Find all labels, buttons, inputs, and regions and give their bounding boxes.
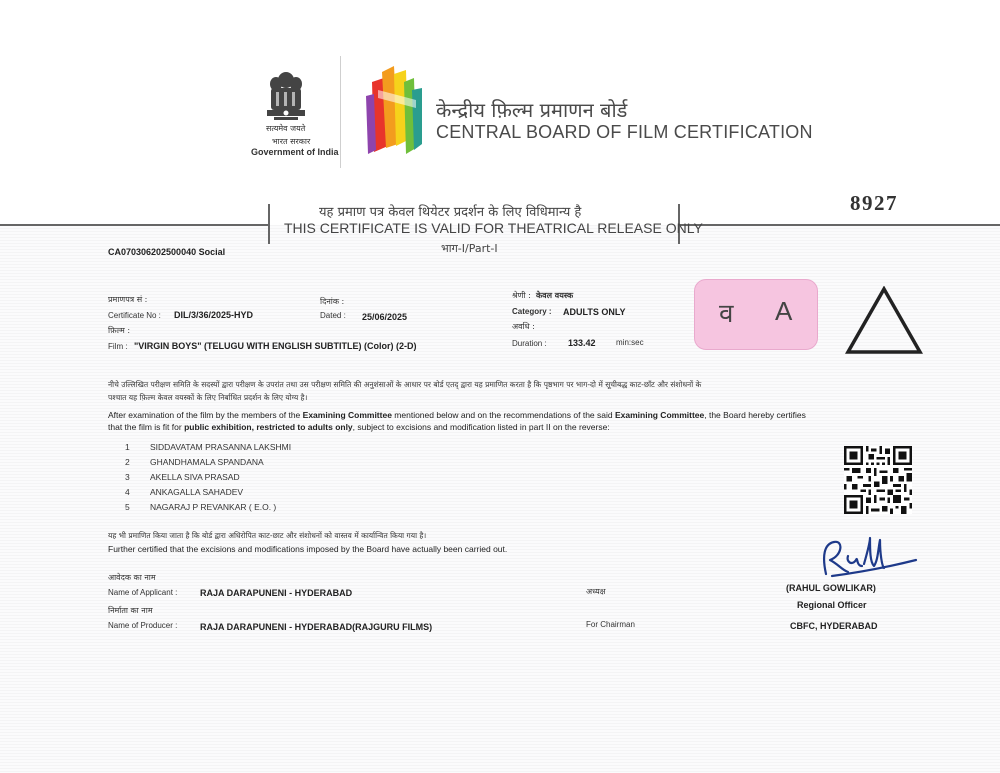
emblem-motto: सत्यमेव जयते [266, 124, 306, 133]
category-value: ADULTS ONLY [563, 307, 626, 317]
board-name-english: CENTRAL BOARD OF FILM CERTIFICATION [436, 122, 813, 142]
film-label-hindi: फ़िल्म : [108, 326, 131, 335]
film-label: Film : [108, 342, 128, 351]
qr-code-icon[interactable] [844, 446, 912, 514]
chairman-hindi: अध्यक्ष [586, 587, 606, 596]
producer-label: Name of Producer : [108, 621, 178, 630]
category-label-hindi: श्रेणी : [512, 291, 531, 300]
banner-line-right [678, 224, 1000, 226]
film-title: "VIRGIN BOYS" (TELUGU WITH ENGLISH SUBTITLE) (Color) (2-D) [134, 341, 417, 351]
category-value-hindi: केवल वयस्क [536, 291, 574, 300]
member-name: ANKAGALLA SAHADEV [150, 487, 244, 497]
part-label: भाग-I/Part-I [441, 242, 498, 255]
producer-value: RAJA DARAPUNENI - HYDERABAD(RAJGURU FILMS) [200, 622, 433, 632]
government-of-india: Government of India [251, 147, 339, 157]
for-chairman: For Chairman [586, 620, 635, 629]
rating-english: A [775, 296, 793, 326]
officer-title: Regional Officer [797, 600, 867, 610]
adult-triangle-icon [845, 286, 923, 356]
duration-value: 133.42 [568, 338, 596, 348]
member-number: 4 [125, 487, 130, 497]
rating-hindi: व [719, 299, 734, 329]
further-english: Further certified that the excisions and modifications imposed by the Board have actually been carried out. [108, 544, 508, 554]
cbfc-logo-icon [364, 60, 428, 160]
date-label: Dated : [320, 311, 346, 320]
member-number: 3 [125, 472, 130, 482]
validity-hindi: यह प्रमाण पत्र केवल थियेटर प्रदर्शन के लिए विधिमान्य है [319, 205, 582, 220]
duration-unit: min:sec [616, 338, 644, 347]
member-name: NAGARAJ P REVANKAR ( E.O. ) [150, 502, 277, 512]
officer-office: CBFC, HYDERABAD [790, 621, 878, 631]
date-value: 25/06/2025 [362, 312, 408, 322]
officer-name: (RAHUL GOWLIKAR) [786, 583, 876, 593]
government-hindi: भारत सरकार [272, 137, 311, 146]
member-number: 1 [125, 442, 130, 452]
applicant-label-hindi: आवेदक का नाम [108, 573, 156, 582]
cert-no-label: Certificate No : [108, 311, 161, 320]
duration-label: Duration : [512, 339, 547, 348]
reference-number: CA070306202500040 Social [108, 247, 226, 257]
cert-no-label-hindi: प्रमाणपत्र सं : [108, 295, 148, 304]
applicant-value: RAJA DARAPUNENI - HYDERABAD [200, 588, 353, 598]
applicant-label: Name of Applicant : [108, 588, 178, 597]
header-divider [340, 56, 341, 168]
producer-label-hindi: निर्माता का नाम [108, 606, 153, 615]
duration-label-hindi: अवधि : [512, 322, 535, 331]
rating-badge [694, 279, 818, 350]
banner-bracket-left [268, 204, 270, 244]
member-number: 5 [125, 502, 130, 512]
serial-number: 8927 [850, 191, 898, 215]
category-label: Category : [512, 307, 552, 316]
body-hindi-line-1: नीचे उल्लिखित परीक्षण समिति के सदस्यों द्वारा परीक्षण के उपरांत तथा उस परीक्षण समिति की अनुशंसाओं के आधार पर बोर्ड एतद् द्वारा यह प्रमाणित करता है कि पृष्ठभाग पर भाग-दो में सूचीबद्ध काट-छाँट और संशोधनों के [108, 380, 702, 389]
member-name: GHANDHAMALA SPANDANA [150, 457, 264, 467]
body-english-line-2: that the film is fit for public exhibition, restricted to adults only, subject to excisions and modification listed in part II on the reverse: [108, 422, 610, 432]
signature-image [812, 526, 922, 588]
banner-line-left [0, 224, 270, 226]
board-name-hindi: केन्द्रीय फ़िल्म प्रमाणन बोर्ड [436, 98, 628, 122]
body-english-line-1: After examination of the film by the members of the Examining Committee mentioned below and on the recommendations of the said Examining Committee, the Board hereby certifies [108, 410, 806, 420]
member-number: 2 [125, 457, 130, 467]
further-hindi: यह भी प्रमाणित किया जाता है कि बोर्ड द्वारा अधिरोपित काट-छाट और संशोधनों को वास्तव में कार्यान्वित किया गया है। [108, 531, 427, 540]
cert-no-value: DIL/3/36/2025-HYD [174, 310, 254, 320]
member-name: AKELLA SIVA PRASAD [150, 472, 240, 482]
body-hindi-line-2: पश्चात यह फ़िल्म केवल वयस्कों के लिए निर्बाधित प्रदर्शन के लिए योग्य है। [108, 393, 308, 402]
validity-english: THIS CERTIFICATE IS VALID FOR THEATRICAL RELEASE ONLY [284, 220, 703, 236]
date-label-hindi: दिनांक : [320, 297, 345, 306]
member-name: SIDDAVATAM PRASANNA LAKSHMI [150, 442, 292, 452]
